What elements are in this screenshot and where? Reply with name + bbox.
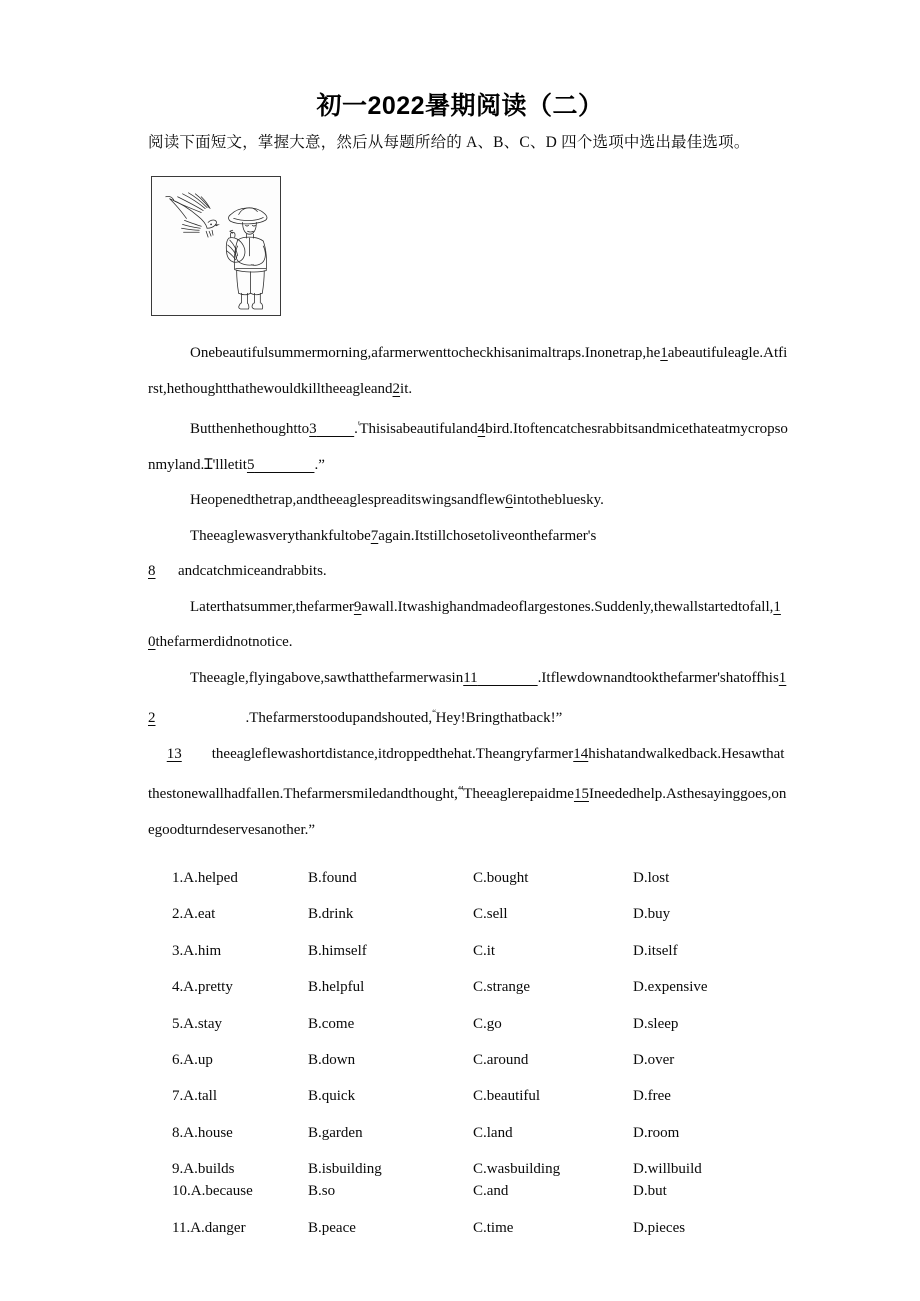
blank-answer-rule[interactable] <box>317 421 355 437</box>
question-row-6 <box>148 1052 808 1088</box>
option-A-q3[interactable]: 3.A.him <box>172 942 222 959</box>
option-C-q2[interactable]: C.sell <box>473 906 508 923</box>
blank-number-12[interactable]: 12 <box>148 669 787 726</box>
passage-text: Hey!Bringthatback!” <box>435 710 563 726</box>
option-C-q8[interactable]: C.land <box>473 1124 513 1141</box>
option-D-q7[interactable]: D.free <box>633 1088 671 1105</box>
blank-number-2[interactable]: 2 <box>392 380 401 397</box>
passage-text: bird.Itoftencatchesrabbitsandmicethateatmycropsonmyland.Ɪ'llletit <box>148 421 788 473</box>
passage-text: again.Itstillchosetoliveonthefarmer's <box>378 527 597 544</box>
blank-number-11[interactable]: 11 <box>463 669 478 686</box>
passage-paragraph <box>148 554 788 590</box>
option-B-q10[interactable]: B.so <box>308 1183 336 1200</box>
passage-text: awall.Itwashighandmadeoflargestones.Suddenly,thewallstartedtofall, <box>361 598 774 615</box>
blank-number-8[interactable]: 8 <box>148 563 156 579</box>
blank-number-15[interactable]: 15 <box>573 786 589 802</box>
option-D-q6[interactable]: D.over <box>633 1051 675 1068</box>
blank-answer-rule[interactable] <box>254 457 314 473</box>
passage-text: .Thefarmerstoodupandshouted, <box>245 710 433 726</box>
option-B-q6[interactable]: B.down <box>308 1051 356 1068</box>
option-A-q4[interactable]: 4.A.pretty <box>172 979 233 996</box>
passage-text: .” <box>314 456 325 473</box>
option-C-q7[interactable]: C.beautiful <box>473 1088 541 1105</box>
option-D-q3[interactable]: D.itself <box>633 942 678 959</box>
option-D-q1[interactable]: D.lost <box>633 870 670 886</box>
question-row-11 <box>148 1220 808 1256</box>
option-B-q4[interactable]: B.helpful <box>308 979 365 996</box>
question-row-1 <box>148 870 808 906</box>
passage-text: thefarmerdidnotnotice. <box>155 634 293 650</box>
option-B-q2[interactable]: B.drink <box>308 906 354 923</box>
passage-paragraph <box>148 336 788 407</box>
option-C-q11[interactable]: C.time <box>473 1219 514 1236</box>
passage-text: Heopenedthetrap,andtheeaglespreaditswingsandflew <box>190 492 506 508</box>
passage-paragraph <box>148 661 788 737</box>
passage-paragraph <box>148 590 788 661</box>
quote-mark: ᶠ <box>357 419 360 429</box>
option-D-q2[interactable]: D.buy <box>633 906 671 923</box>
option-A-q9[interactable]: 9.A.builds <box>172 1161 235 1178</box>
blank-number-10[interactable]: 10 <box>148 598 781 650</box>
option-D-q9[interactable]: D.willbuild <box>633 1161 702 1178</box>
option-C-q9[interactable]: C.wasbuilding <box>473 1161 561 1178</box>
option-B-q11[interactable]: B.peace <box>308 1219 356 1236</box>
option-C-q4[interactable]: C.strange <box>473 979 531 996</box>
passage-text: .Itflewdownandtookthefarmer'shatoffhis <box>537 669 779 686</box>
option-D-q11[interactable]: D.pieces <box>633 1219 686 1236</box>
blank-number-7[interactable]: 7 <box>370 527 379 544</box>
question-row-2 <box>148 906 808 942</box>
eagle-and-farmer-line-drawing <box>151 176 281 316</box>
blank-answer-space[interactable] <box>156 563 179 579</box>
passage-text: Laterthatsummer,thefarmer <box>190 598 354 615</box>
passage-text: Theeaglerepaidme <box>463 786 574 802</box>
option-C-q6[interactable]: C.around <box>473 1051 529 1068</box>
option-D-q4[interactable]: D.expensive <box>633 979 708 996</box>
passage-text: it. <box>400 380 413 397</box>
option-A-q7[interactable]: 7.A.tall <box>172 1088 217 1105</box>
passage-text: abeautifuleagle.Atfirst,hethoughtthathewouldkilltheeagleand <box>148 345 788 397</box>
passage-paragraph <box>148 407 788 483</box>
option-B-q5[interactable]: B.come <box>308 1015 355 1032</box>
passage-paragraph <box>148 737 788 849</box>
page-title: 初一2022暑期阅读（二） <box>316 91 604 120</box>
option-B-q8[interactable]: B.garden <box>308 1124 363 1141</box>
blank-number-3[interactable]: 3 <box>309 421 317 437</box>
question-row-5 <box>148 1016 808 1052</box>
instruction-text: 阅读下面短文，掌握大意，然后从每题所给的 A、B、C、D 四个选项中选出最佳选项。 <box>148 134 750 151</box>
question-row-3 <box>148 943 808 979</box>
blank-answer-rule[interactable] <box>478 670 538 686</box>
option-D-q8[interactable]: D.room <box>633 1124 680 1141</box>
question-row-8 <box>148 1125 808 1161</box>
question-row-10 <box>148 1183 808 1219</box>
option-A-q10[interactable]: 10.A.because <box>172 1183 253 1200</box>
blank-number-13[interactable]: 13 <box>166 745 182 762</box>
question-row-9 <box>148 1161 808 1183</box>
quote-mark: “ <box>432 708 436 718</box>
option-C-q5[interactable]: C.go <box>473 1015 502 1032</box>
blank-number-1[interactable]: 1 <box>660 345 668 361</box>
question-row-4 <box>148 979 808 1015</box>
blank-answer-space[interactable] <box>148 746 167 762</box>
option-C-q10[interactable]: C.and <box>473 1183 509 1200</box>
blank-answer-space[interactable] <box>182 746 212 762</box>
passage-text: Theeagle,flyingabove,sawthatthefarmerwasin <box>190 669 464 686</box>
option-B-q9[interactable]: B.isbuilding <box>308 1161 382 1178</box>
passage-text: . <box>354 421 358 437</box>
option-C-q1[interactable]: C.bought <box>473 870 529 886</box>
option-D-q10[interactable]: D.but <box>633 1183 667 1200</box>
passage-text: Theeaglewasverythankfultobe <box>190 527 371 544</box>
option-B-q1[interactable]: B.found <box>308 870 357 886</box>
blank-number-6[interactable]: 6 <box>505 492 513 508</box>
option-B-q3[interactable]: B.himself <box>308 942 367 959</box>
quote-mark: ⁴⁴ <box>457 784 464 794</box>
blank-number-14[interactable]: 14 <box>573 745 589 762</box>
passage-text: theeagleflewashortdistance,itdroppedthehat.Theangryfarmer <box>211 745 574 762</box>
passage-paragraph <box>148 483 788 519</box>
passage-text: Thisisabeautifuland <box>359 421 478 437</box>
blank-number-9[interactable]: 9 <box>353 598 362 615</box>
passage-text: Onebeautifulsummermorning,afarmerwenttocheckhisanimaltraps.Inonetrap,he <box>190 345 661 361</box>
option-A-q6[interactable]: 6.A.up <box>172 1051 213 1068</box>
blank-number-5[interactable]: 5 <box>246 456 255 473</box>
blank-number-4[interactable]: 4 <box>477 421 486 437</box>
cloze-passage <box>148 336 788 848</box>
option-A-q2[interactable]: 2.A.eat <box>172 906 216 923</box>
option-C-q3[interactable]: C.it <box>473 942 496 959</box>
option-B-q7[interactable]: B.quick <box>308 1088 356 1105</box>
option-D-q5[interactable]: D.sleep <box>633 1015 679 1032</box>
passage-paragraph <box>148 519 788 555</box>
passage-text: andcatchmiceandrabbits. <box>178 563 327 579</box>
blank-answer-space[interactable] <box>156 710 246 726</box>
question-row-7 <box>148 1088 808 1124</box>
passage-text: hishatandwalkedback.Hesawthatthestonewallhadfallen.Thefarmersmiledandthought, <box>148 745 785 802</box>
option-A-q1[interactable]: 1.A.helped <box>172 870 238 886</box>
option-A-q5[interactable]: 5.A.stay <box>172 1015 222 1032</box>
option-A-q8[interactable]: 8.A.house <box>172 1124 233 1141</box>
passage-text: intothebluesky. <box>512 492 604 508</box>
passage-text: Butthenhethoughtto <box>190 421 310 437</box>
passage-text: Ineededhelp.Asthesayinggoes,onegoodturndeservesanother.” <box>148 786 787 838</box>
answer-options-list <box>148 870 808 1256</box>
option-A-q11[interactable]: 11.A.danger <box>172 1219 246 1236</box>
